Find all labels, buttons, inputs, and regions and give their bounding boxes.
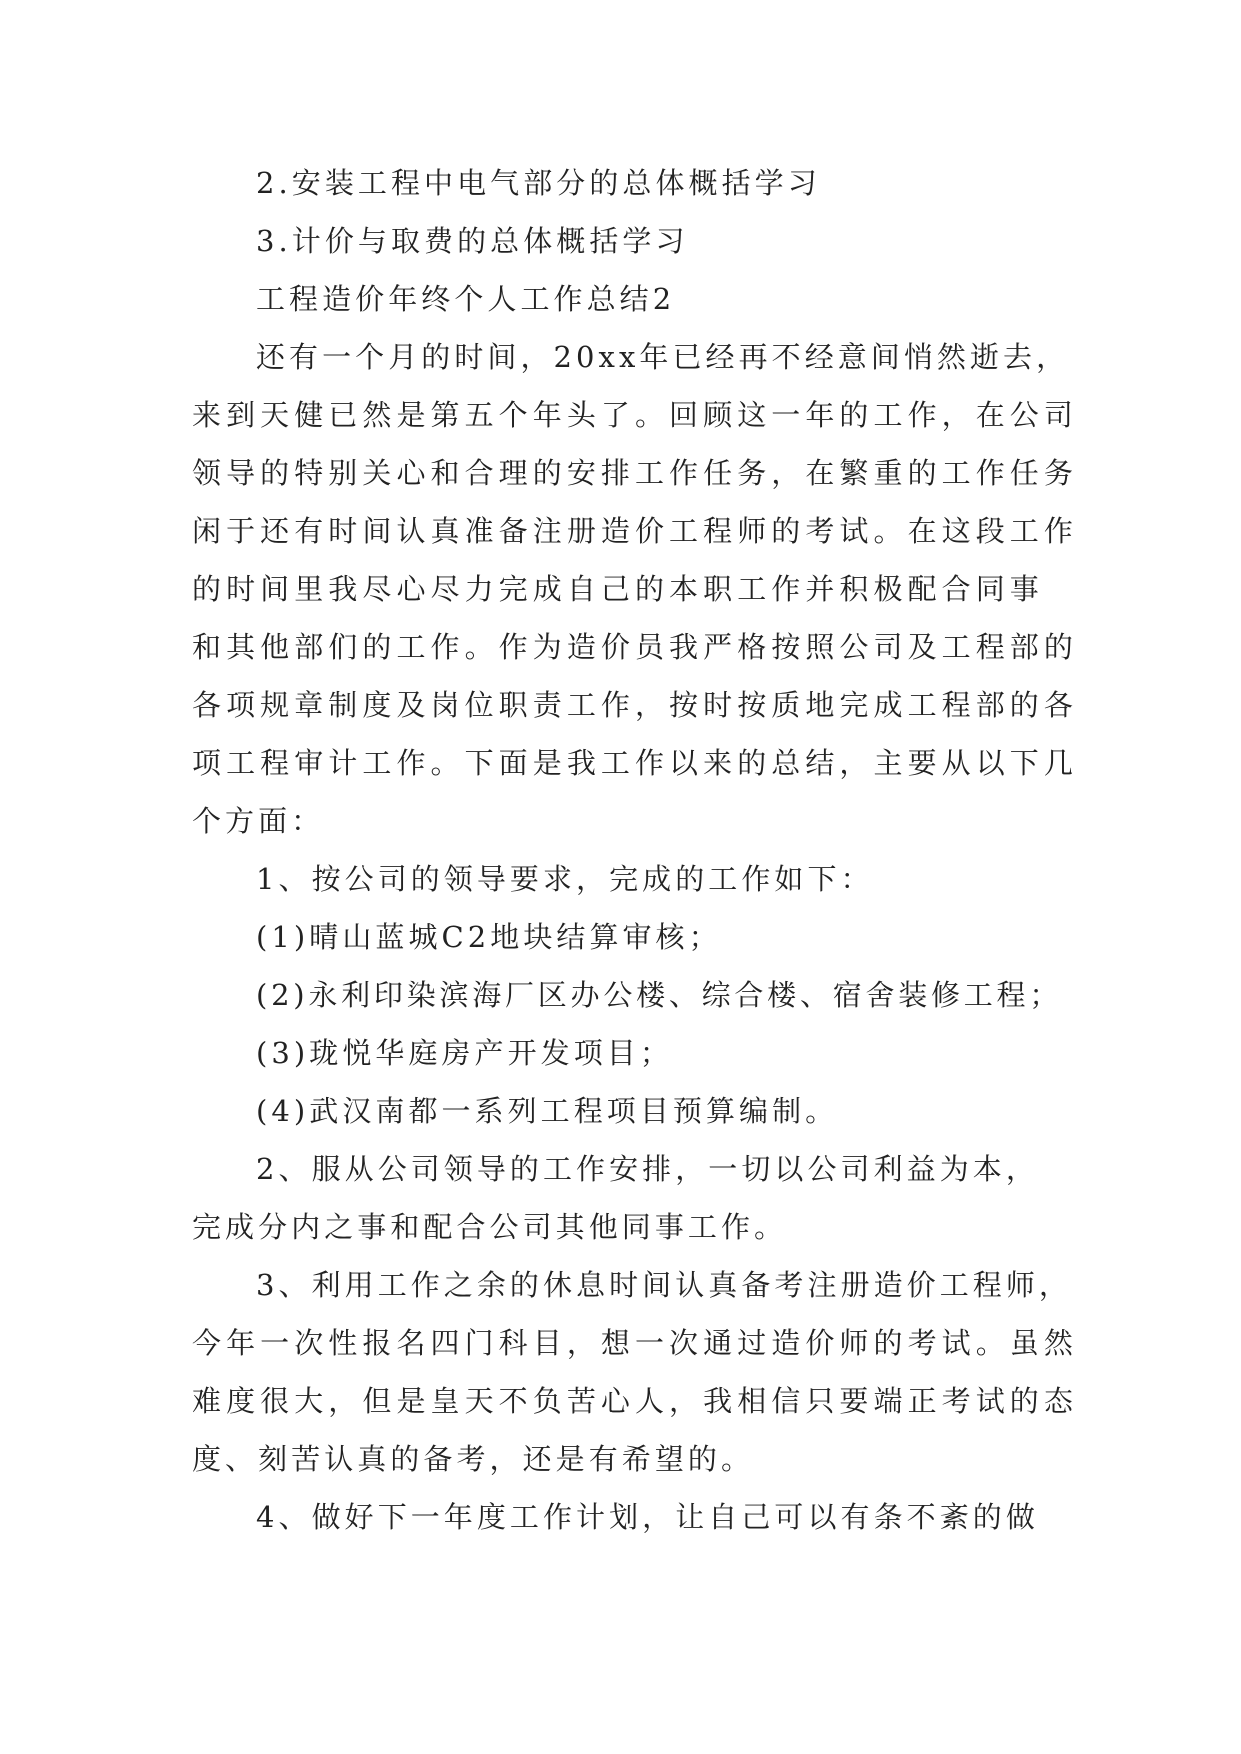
text-line: 度、刻苦认真的备考，还是有希望的。 bbox=[192, 1442, 755, 1476]
text-line: 难度很大，但是皇天不负苦心人，我相信只要端正考试的态 bbox=[192, 1384, 1078, 1418]
text-line: 和其他部们的工作。作为造价员我严格按照公司及工程部的 bbox=[192, 630, 1078, 664]
text-line: 2、服从公司领导的工作安排，一切以公司利益为本， bbox=[256, 1152, 1039, 1186]
text-line: 个方面： bbox=[192, 804, 325, 838]
text-line: 1、按公司的领导要求，完成的工作如下： bbox=[256, 862, 874, 896]
text-line: 完成分内之事和配合公司其他同事工作。 bbox=[192, 1210, 788, 1244]
text-line: 项工程审计工作。下面是我工作以来的总结，主要从以下几 bbox=[192, 746, 1078, 780]
text-line: 4、做好下一年度工作计划，让自己可以有条不紊的做 bbox=[256, 1500, 1039, 1534]
text-line: 还有一个月的时间，20xx年已经再不经意间悄然逝去， bbox=[256, 340, 1070, 374]
text-line: 的时间里我尽心尽力完成自己的本职工作并积极配合同事 bbox=[192, 572, 1044, 606]
text-line: 领导的特别关心和合理的安排工作任务，在繁重的工作任务 bbox=[192, 456, 1078, 490]
text-line: 3.计价与取费的总体概括学习 bbox=[256, 224, 689, 258]
list-item: (3)珑悦华庭房产开发项目； bbox=[256, 1036, 673, 1070]
text-line: 来到天健已然是第五个年头了。回顾这一年的工作，在公司 bbox=[192, 398, 1078, 432]
text-line: 3、利用工作之余的休息时间认真备考注册造价工程师， bbox=[256, 1268, 1072, 1302]
text-line: 2.安装工程中电气部分的总体概括学习 bbox=[256, 166, 821, 200]
list-item: (4)武汉南都一系列工程项目预算编制。 bbox=[256, 1094, 839, 1128]
text-line: 闲于还有时间认真准备注册造价工程师的考试。在这段工作 bbox=[192, 514, 1078, 548]
text-line: 今年一次性报名四门科目，想一次通过造价师的考试。虽然 bbox=[192, 1326, 1078, 1360]
list-item: (1)晴山蓝城C2地块结算审核； bbox=[256, 920, 722, 954]
section-heading: 工程造价年终个人工作总结2 bbox=[256, 282, 676, 316]
text-line: 各项规章制度及岗位职责工作，按时按质地完成工程部的各 bbox=[192, 688, 1078, 722]
list-item: (2)永利印染滨海厂区办公楼、综合楼、宿舍装修工程； bbox=[256, 978, 1063, 1012]
